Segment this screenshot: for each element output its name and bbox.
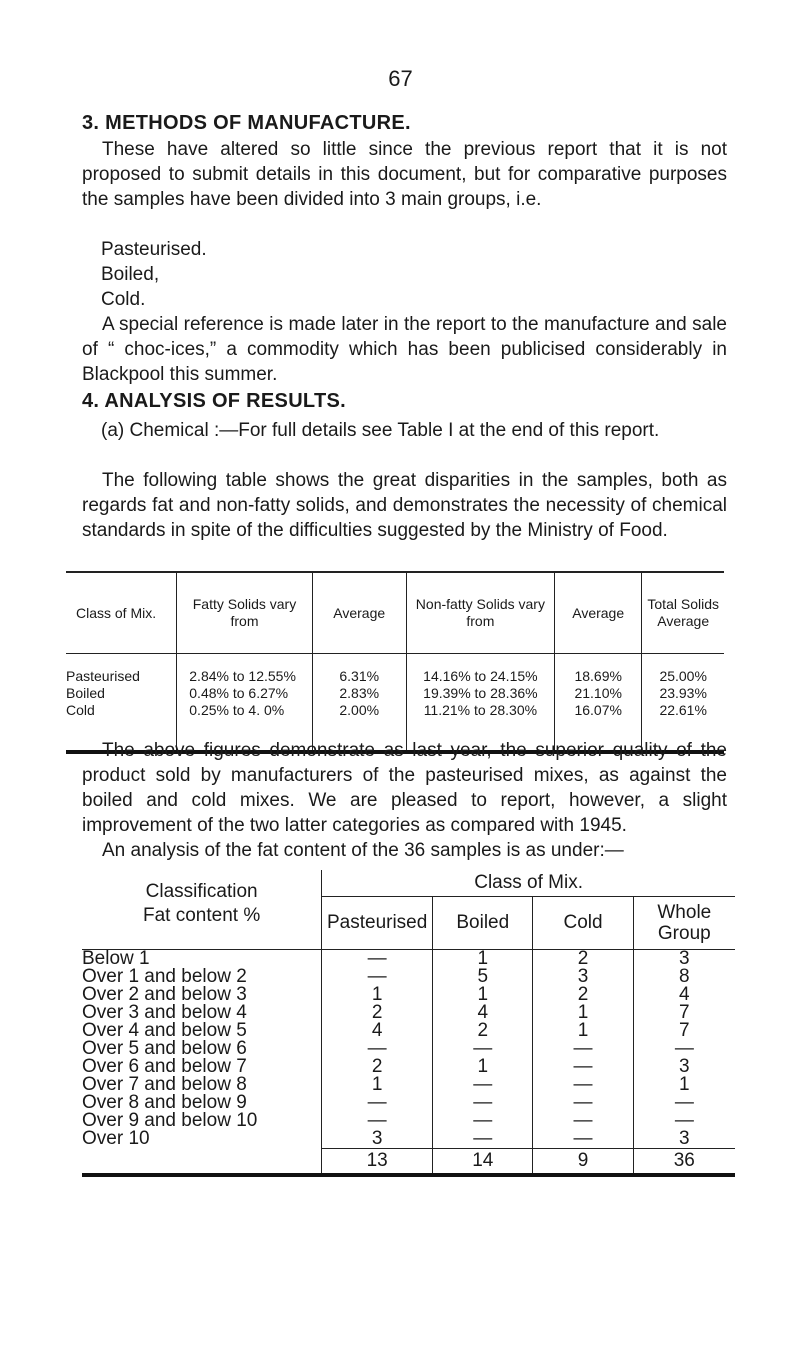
header-non-fatty-solids: Non-fatty Solids vary from [406,572,554,654]
table-cell: 2.83% [339,685,380,701]
header-classification: Classification [145,881,258,902]
table-cell: 16.07% [574,702,622,718]
table-cell: 0.25% to 4. 0% [189,702,285,718]
table-cell: — [433,1076,533,1094]
row-label: Over 10 [82,1128,150,1149]
section-3-heading: 3. METHODS OF MANUFACTURE. [82,112,411,134]
table-cell: 21.10% [574,685,622,701]
section-4-paragraph: The following table shows the great disparities in the samples, both as regards fat and non-fatty solids, and demonstrates the necessity of chemical standards in spite of the difficulties suggested by the Ministry of Food. [82,470,727,541]
table-row [82,1130,735,1149]
table-cell: — [433,1112,533,1130]
group-item: Boiled, [101,264,160,285]
page-number: 67 [388,66,413,91]
table-cell: — [633,1040,735,1058]
group-item: Pasteurised. [101,239,207,260]
table-cell: 2 [533,986,633,1004]
header-fat-content: Fat content % [143,905,261,926]
header-class-of-mix: Class of Mix. [322,870,735,897]
fat-content-table [82,870,735,1177]
solids-table-header [66,572,724,654]
table-cell: — [633,1112,735,1130]
table-cell: 23.93% [659,685,707,701]
table-cell: 11.21% to 28.30% [423,702,538,718]
header-cold: Cold [533,897,633,950]
table-cell: 1 [433,950,533,969]
section-3-paragraph-2: A special reference is made later in the report to the manufacture and sale of “ choc-ices,” a commodity which has been publicised considerably in Blackpool this summer. [82,314,727,385]
section-4-heading: 4. ANALYSIS OF RESULTS. [82,390,346,412]
table-row [82,1112,735,1130]
table-cell: — [322,1112,433,1130]
table-cell: — [322,1094,433,1112]
header-pasteurised: Pasteurised [322,897,433,950]
table-cell: 8 [633,968,735,986]
table-cell: 2 [533,950,633,969]
table-cell: 18.69% [574,668,622,684]
table-cell: 14.16% to 24.15% [423,668,538,684]
total-cell: 13 [322,1149,433,1176]
table-cell: 1 [433,986,533,1004]
table-cell: 6.31% [339,668,380,684]
table-cell: — [433,1130,533,1149]
table-cell: Boiled [66,685,105,701]
table-cell: 1 [433,1058,533,1076]
table-cell: Pasteurised [66,668,140,684]
table-cell: 3 [322,1130,433,1149]
paragraph-after-table-1: The above figures demonstrate as last year, the superior quality of the product sold by manufacturers of the pasteurised mixes, as against the boiled and cold mixes. We are pleased to report, however, a slight improvement of the two latter categories as compared with 1945. [82,740,727,836]
table-cell: — [533,1058,633,1076]
table-cell: — [533,1130,633,1149]
table-cell: — [533,1112,633,1130]
row-label: Over 7 and below 8 [82,1074,247,1095]
header-class: Class of Mix. [66,572,177,654]
table-cell: 3 [533,968,633,986]
row-label: Over 4 and below 5 [82,1020,247,1041]
table-cell: — [533,1076,633,1094]
table-cell: 2 [322,1058,433,1076]
table-cell: 1 [633,1076,735,1094]
table-cell: — [533,1040,633,1058]
table-cell: 3 [633,950,735,969]
table-cell: 2 [322,1004,433,1022]
table-cell: — [322,1040,433,1058]
table-cell: — [322,968,433,986]
table-cell: Cold [66,702,95,718]
header-average: Average [555,572,642,654]
table-cell: 25.00% [659,668,707,684]
totals-row [82,1149,735,1176]
table-cell: — [433,1040,533,1058]
table-cell: 22.61% [659,702,707,718]
fat-table-header [82,870,735,897]
total-cell: 14 [433,1149,533,1176]
row-label: Over 9 and below 10 [82,1110,258,1131]
header-whole-group: Whole Group [633,897,735,950]
table-cell: 4 [433,1004,533,1022]
table-cell: 4 [633,986,735,1004]
table-cell: 3 [633,1130,735,1149]
row-label: Over 8 and below 9 [82,1092,247,1113]
solids-table [66,571,724,754]
header-total-solids: Total Solids Average [642,572,724,654]
row-label: Over 1 and below 2 [82,966,247,987]
table-cell: 3 [633,1058,735,1076]
header-fatty-solids: Fatty Solids vary from [177,572,312,654]
table-cell: 5 [433,968,533,986]
paragraph-intro-table-2: An analysis of the fat content of the 36 samples is as under:— [102,840,624,861]
table-cell: 1 [322,1076,433,1094]
row-label: Over 6 and below 7 [82,1056,247,1077]
total-cell: 9 [533,1149,633,1176]
table-cell: 2 [433,1022,533,1040]
table-cell: 19.39% to 28.36% [423,685,538,701]
table-cell: 2.84% to 12.55% [189,668,296,684]
table-cell: 1 [533,1022,633,1040]
header-boiled: Boiled [433,897,533,950]
table-cell: 7 [633,1004,735,1022]
group-item: Cold. [101,289,146,310]
table-cell: 1 [533,1004,633,1022]
row-label: Over 5 and below 6 [82,1038,247,1059]
table-cell: 2.00% [339,702,380,718]
table-cell: — [533,1094,633,1112]
table-cell: — [433,1094,533,1112]
table-cell: 7 [633,1022,735,1040]
row-label: Over 2 and below 3 [82,984,247,1005]
table-cell: — [633,1094,735,1112]
table-cell: 1 [322,986,433,1004]
row-label: Over 3 and below 4 [82,1002,247,1023]
row-label: Below 1 [82,948,150,969]
header-average: Average [312,572,406,654]
total-cell: 36 [633,1149,735,1176]
section-4-item-a: (a) Chemical :—For full details see Table I at the end of this report. [101,420,660,441]
table-cell: 4 [322,1022,433,1040]
table-cell: 0.48% to 6.27% [189,685,289,701]
table-cell: — [322,950,433,969]
section-3-paragraph: These have altered so little since the previous report that it is not proposed to submit details in this document, but for comparative purposes the samples have been divided into 3 main groups, i.e. [82,139,727,210]
